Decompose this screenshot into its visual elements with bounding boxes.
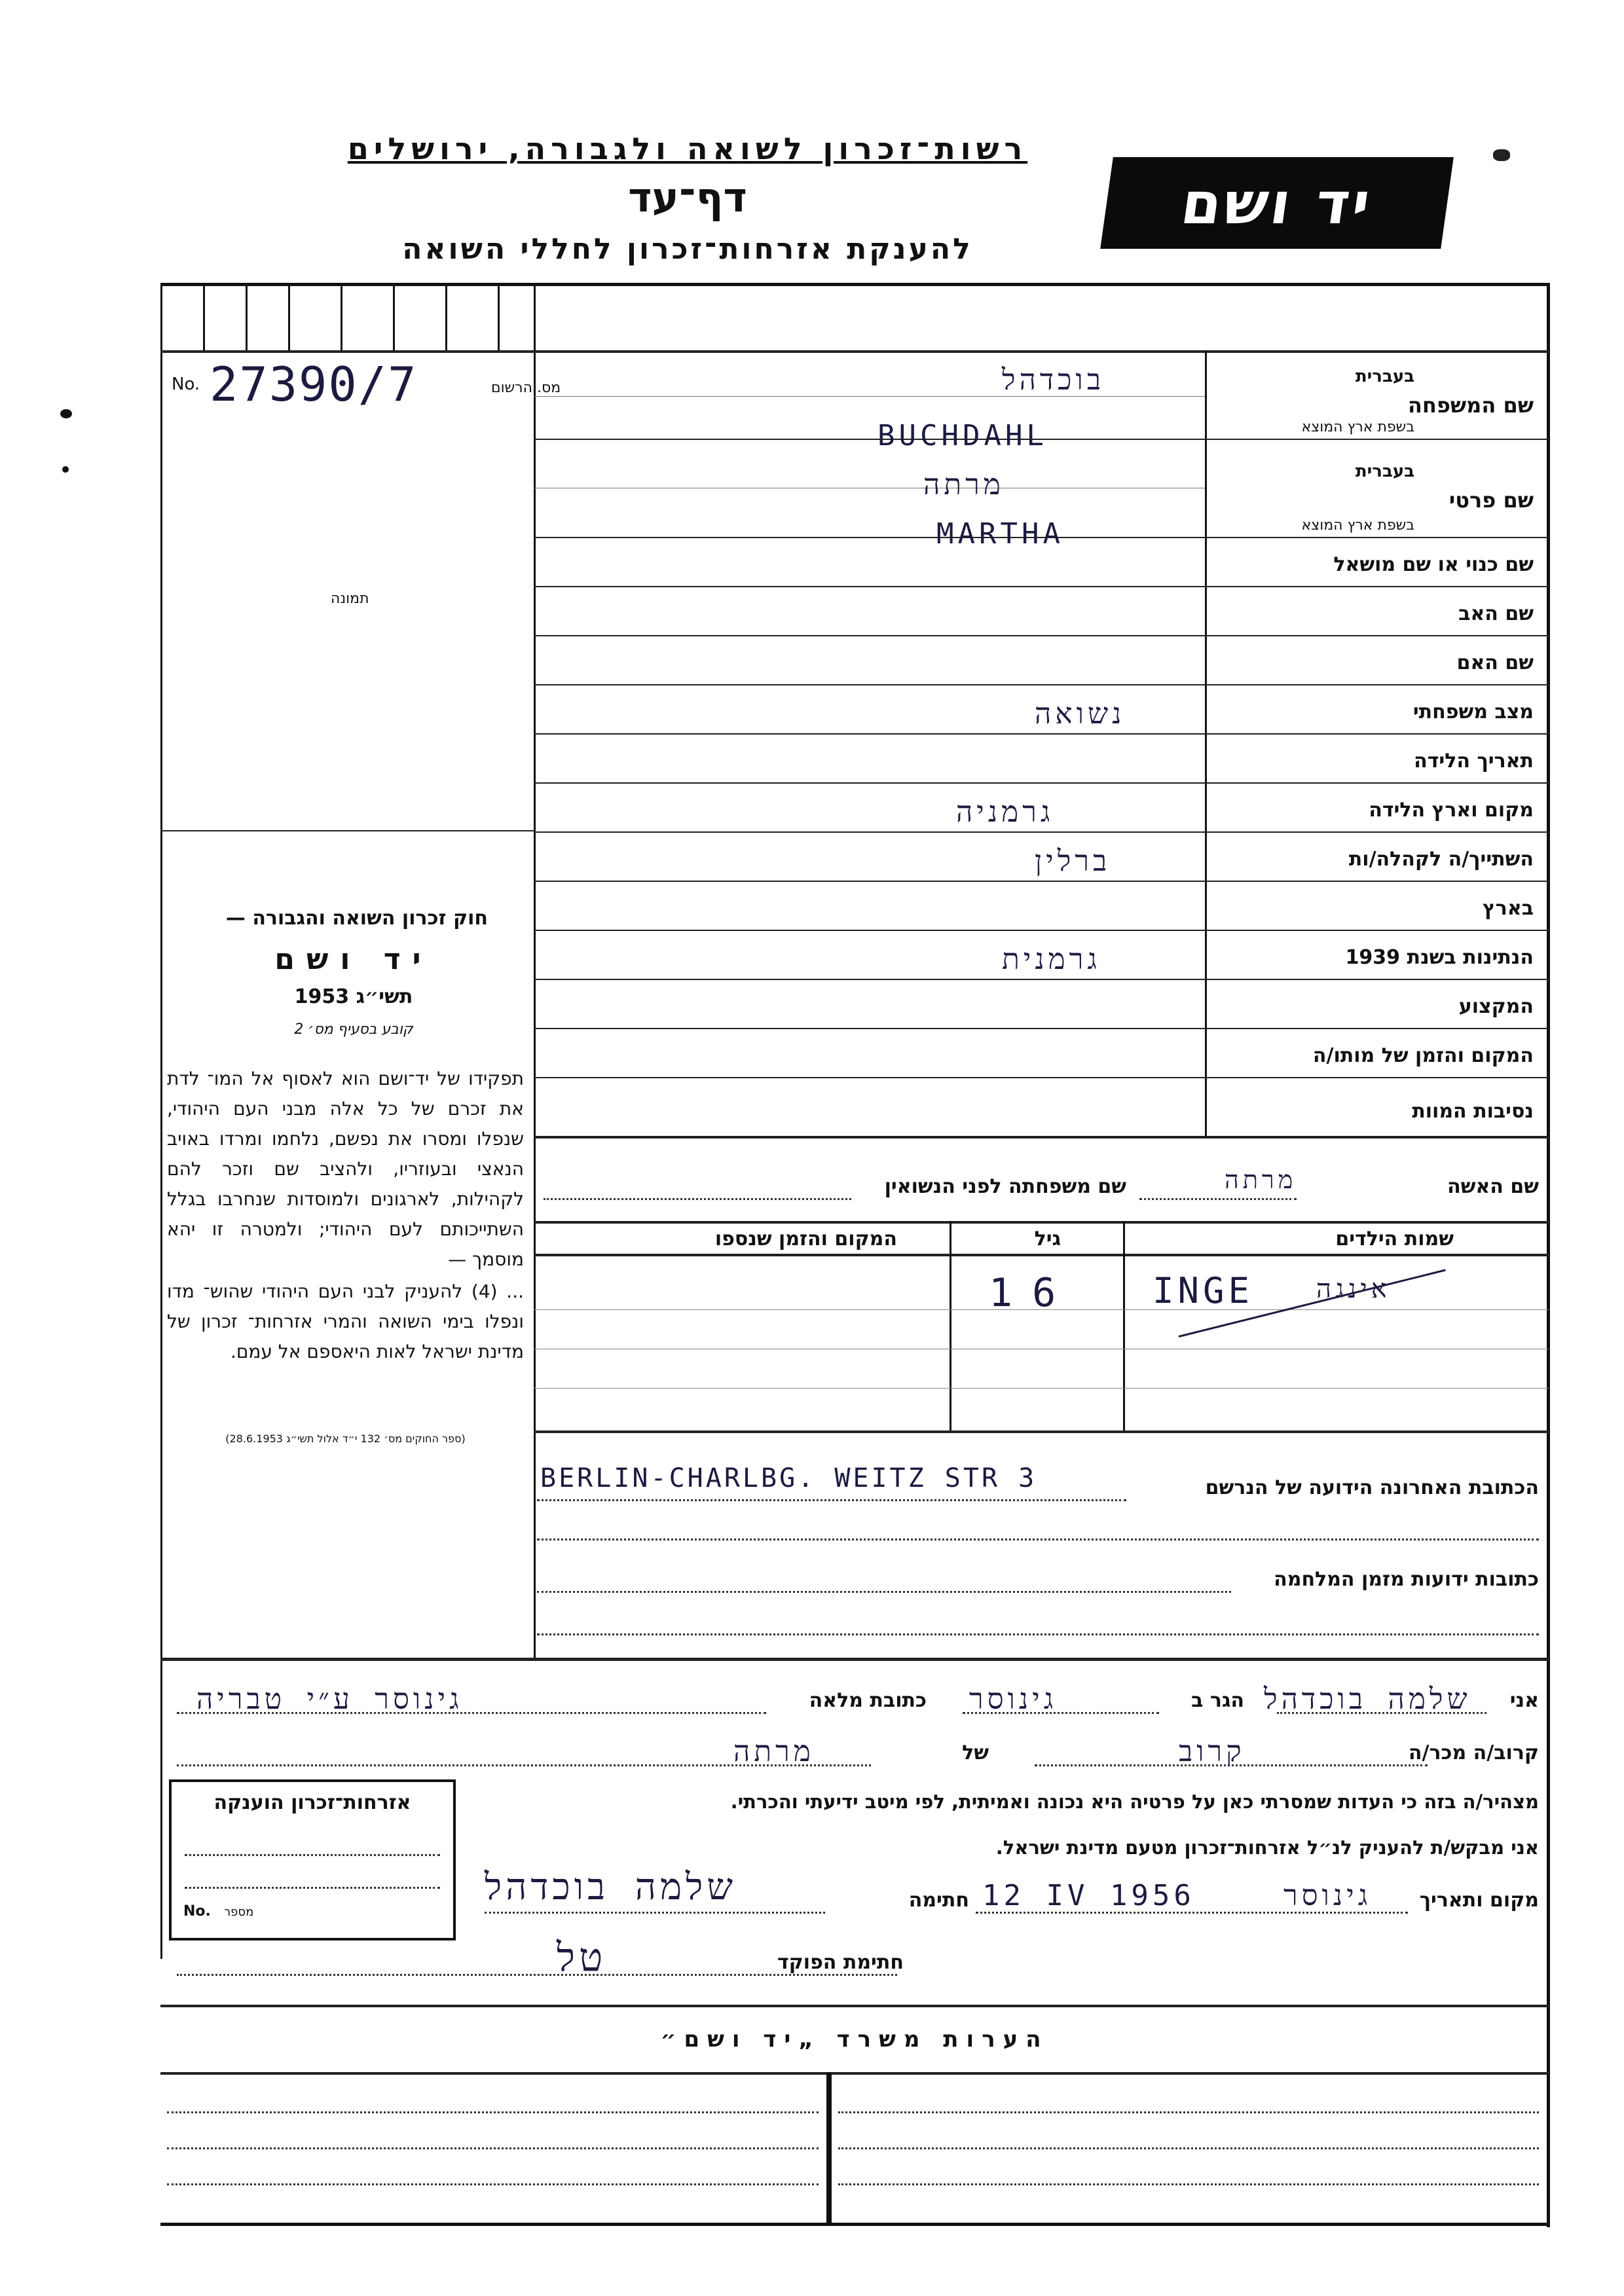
children-names-header: שמות הילדים [1335, 1228, 1454, 1250]
declarant-name: שלמה בוכדהל [1264, 1683, 1471, 1716]
child-name-hebrew: אינגה [1316, 1274, 1391, 1304]
signature-dots [485, 1912, 825, 1914]
registry-number: 27390/7 [210, 357, 418, 412]
office-title: הערות משרד „יד ושם״ [660, 2026, 1049, 2052]
office-dots [167, 2111, 819, 2113]
frame-top [160, 283, 1549, 286]
declarant-address-label: כתובת מלאה [809, 1689, 927, 1712]
birth-place-value: גרמניה [956, 795, 1054, 829]
death-cause-label: נסיבות המוות [1412, 1100, 1534, 1123]
declarant-resides-value: גינוסר [969, 1683, 1058, 1716]
last-address-value: BERLIN-CHARLBG. WEITZ STR 3 [540, 1463, 1037, 1493]
office-dots [167, 2147, 819, 2149]
office-mid-divider [826, 2072, 832, 2223]
children-table-bottom [534, 1430, 1549, 1433]
registry-no-label-heb: מס. הרשום [491, 380, 561, 396]
top-grid-div4 [341, 283, 342, 350]
death-place-label: המקום והזמן של מותו/ה [1312, 1044, 1534, 1067]
first-name-hebrew: מרתה [923, 468, 1005, 501]
row-line [534, 684, 1549, 685]
row-line [534, 1136, 1549, 1139]
row-line [534, 831, 1549, 833]
registry-no-label: No. [172, 374, 200, 394]
logo-text: יד ושם [1177, 169, 1377, 237]
relation-label: קרוב/ה מכר/ה [1408, 1741, 1539, 1764]
left-column-divider [534, 283, 536, 1658]
form-title: דף־עד [628, 173, 747, 221]
signature-value: שלמה בוכדהל [485, 1866, 737, 1908]
stamp-dots-2 [185, 1887, 440, 1889]
law-year: תשי״ג 1953 [294, 985, 413, 1008]
request-text: אני מבקש/ת להעניק לנ״ל אזרחות־זכרון מטעם מדינת ישראל. [995, 1836, 1539, 1859]
mother-label: שם האם [1456, 651, 1534, 674]
child-age: 16 [989, 1270, 1076, 1316]
citizenship-stamp-box [169, 1779, 456, 1941]
children-place-header: המקום והזמן שנספו [714, 1228, 897, 1250]
date-value: 12 IV 1956 [982, 1879, 1195, 1912]
office-dots [838, 2111, 1539, 2113]
stamp-no-label: No. [183, 1903, 211, 1920]
law-title: חוק זכרון השואה והגבורה — [225, 907, 488, 930]
birth-date-label: תאריך הלידה [1414, 750, 1534, 773]
child-name: INGE [1153, 1270, 1254, 1311]
statement-text: מצהיר/ה בזה כי העדות שמסרתי כאן על פרטיה היא נכונה ואמיתית, לפי מיטב ידיעתי והכרתי. [730, 1791, 1539, 1813]
wife-label: שם האשה [1447, 1175, 1539, 1198]
community-label: השתייך/ה לקהלה/ות [1348, 848, 1534, 871]
family-name-hebrew: בוכדהל [1002, 363, 1105, 397]
father-label: שם האב [1458, 602, 1534, 625]
office-dots [167, 2183, 819, 2185]
citizenship-label: הנתינות בשנת 1939 [1345, 946, 1534, 969]
of-label: של [962, 1741, 989, 1764]
form-subtitle: להענקת אזרחות־זכרון לחללי השואה [402, 232, 973, 266]
top-grid-div1 [203, 283, 205, 350]
row-line [534, 782, 1549, 784]
top-grid-bottom [160, 350, 1549, 353]
community-value: ברלין [1035, 845, 1111, 878]
maiden-dots [544, 1198, 851, 1200]
office-title-bottom [160, 2072, 1549, 2075]
family-native-label: בשפת ארץ המוצא [1301, 419, 1414, 435]
row-line [534, 635, 1549, 636]
office-top-line [160, 2005, 1549, 2007]
children-age-header: גיל [1034, 1228, 1061, 1250]
family-name-label: שם המשפחה [1407, 393, 1534, 418]
law-paragraph-2: ... (4) להעניק לבני העם היהודי שהוש־ מדו ונפלו בימי השואה והמרי אזרחות־ זכרון של מדינת ישראל לאות היאספם אל עמם. [167, 1281, 524, 1362]
children-col-div2 [950, 1221, 951, 1430]
country-label: בארץ [1482, 897, 1534, 920]
row-line [534, 1077, 1549, 1078]
declarant-resides-dots [963, 1712, 1159, 1714]
declarant-i-label: אני [1509, 1689, 1539, 1712]
label-column-divider [1205, 350, 1207, 1136]
top-grid-div2 [246, 283, 248, 350]
family-name-native: BUCHDAHL [877, 419, 1048, 452]
children-col-div1 [1123, 1221, 1125, 1430]
row-line [534, 930, 1549, 931]
family-hebrew-label: בעברית [1355, 367, 1414, 386]
children-row-line [534, 1388, 1549, 1389]
office-dots [838, 2183, 1539, 2185]
maiden-label: שם משפחתה לפני הנשואין [884, 1175, 1126, 1198]
top-grid-div6 [445, 283, 447, 350]
law-paragraph-1: תפקידו של יד־ושם הוא לאסוף אל המו־ לדת את זכרם של כל אלה מבני העם היהודי, שנפלו ומסרו את נפשם, נלחמו ומרדו באויב הנאצי ובעוזריו, ולהציב שם וזכר להם לקהילות, לארגונים ולמוסדות שנחרבו בגלל השתייכותם לעם היהודי; ולמטרה זו יהא מוסמך — [167, 1068, 524, 1270]
frame-bottom [160, 2223, 1549, 2226]
officer-label: חתימת הפוקד [777, 1951, 904, 1974]
of-value: מרתה [733, 1735, 815, 1768]
row-line [534, 979, 1549, 980]
stamp-no-heb: מספר [224, 1905, 254, 1919]
authority-title: רשות־זכרון לשואה ולגבורה, ירושלים [347, 131, 1028, 166]
wife-row-bottom [534, 1221, 1549, 1224]
declarant-resides-label: הגר ב [1191, 1689, 1244, 1712]
first-hebrew-label: בעברית [1355, 462, 1414, 481]
first-native-label: בשפת ארץ המוצא [1301, 517, 1414, 534]
relation-value: קרוב [1179, 1735, 1246, 1768]
stamp-box-title: אזרחות־זכרון הוענקה [213, 1791, 411, 1814]
scan-speck [1493, 149, 1510, 161]
last-address-dots [537, 1499, 1126, 1501]
declarant-address-value: גינוסר ע״י טבריה [196, 1683, 463, 1716]
scan-speck [60, 409, 72, 418]
address-extra-dots [537, 1539, 1539, 1540]
citizenship-value: גרמנית [1002, 943, 1101, 976]
place-date-label: מקום ותאריך [1419, 1889, 1539, 1912]
officer-dots [177, 1974, 897, 1976]
section-divider-declaration [160, 1658, 1549, 1661]
law-org: יד ושם [274, 943, 433, 976]
profession-label: המקצוע [1458, 995, 1534, 1018]
photo-label: תמונה [331, 591, 369, 607]
last-address-label: הכתובת האחרונה הידועה של הנרשם [1205, 1476, 1539, 1499]
first-name-native: MARTHA [936, 517, 1064, 551]
marital-label: מצב משפחתי [1412, 701, 1534, 723]
top-grid-div7 [498, 283, 500, 350]
birth-place-label: מקום וארץ הלידה [1369, 799, 1534, 822]
war-address-dots [537, 1591, 1231, 1593]
stamp-dots-1 [185, 1854, 440, 1856]
nickname-label: שם כנוי או שם מושאל [1333, 553, 1534, 576]
signature-label: חתימה [908, 1889, 969, 1912]
wife-value: מרתה [1225, 1165, 1297, 1194]
war-address-dots-2 [537, 1633, 1539, 1635]
yad-vashem-logo [1100, 157, 1454, 249]
first-name-label: שם פרטי [1449, 488, 1534, 513]
row-line [534, 881, 1549, 882]
frame-left [160, 283, 162, 1959]
row-line [534, 1028, 1549, 1029]
wife-dots [1139, 1198, 1297, 1200]
top-grid-div5 [393, 283, 395, 350]
scan-speck [62, 466, 69, 473]
law-clause: קובע בסעיף מס׳ 2 [294, 1021, 413, 1038]
top-grid-div3 [288, 283, 290, 350]
law-footnote: (ספר החוקים מס׳ 132 י״ד אלול תשי״ג 28.6.1953) [225, 1432, 466, 1445]
photo-box-bottom [160, 830, 534, 831]
place-value: גינוסר [1283, 1879, 1372, 1912]
office-dots [838, 2147, 1539, 2149]
war-address-label: כתובות ידועות מזמן המלחמה [1274, 1568, 1539, 1591]
row-line [534, 586, 1549, 587]
marital-value: נשואה [1035, 697, 1126, 731]
row-line [534, 733, 1549, 735]
officer-signature: טל [557, 1935, 607, 1980]
children-header-bottom [534, 1254, 1549, 1256]
